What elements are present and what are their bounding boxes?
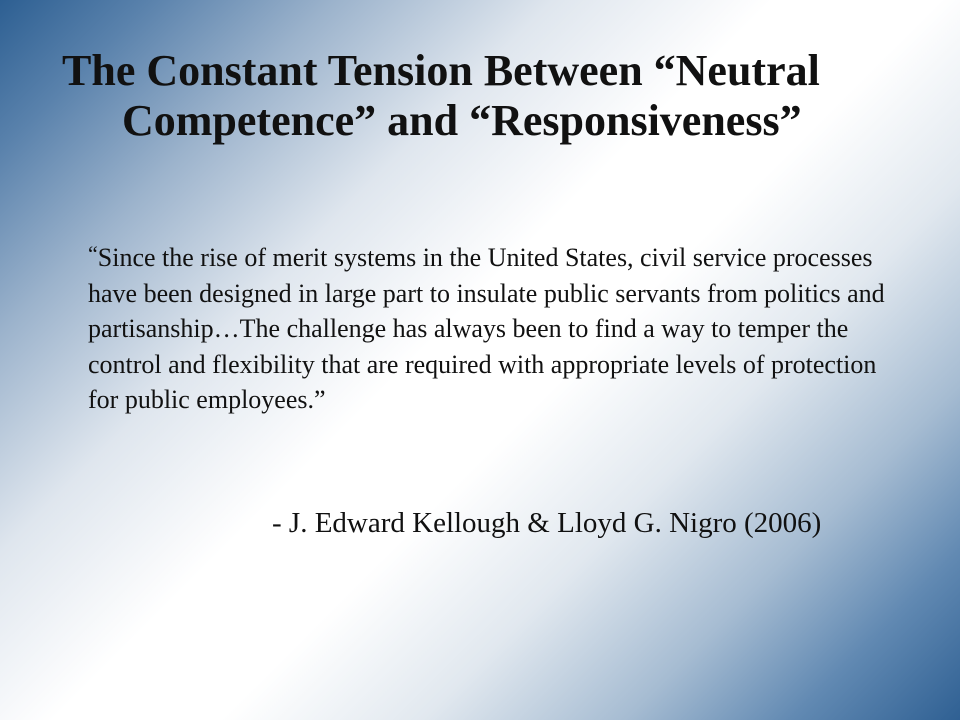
quote-text: Since the rise of merit systems in the United States, civil service processes have been designed in large part to insulate public servants from politics and partisanship…The challenge has always been to find a way to temper the control and flexibility that are required with appropriate levels of protection for public employees.” (88, 243, 885, 414)
quote-block (88, 240, 908, 418)
quote-attribution: - J. Edward Kellough & Lloyd G. Nigro (2006) (272, 507, 822, 539)
quote-open-mark: “ (88, 241, 98, 266)
slide-title-line-2: Competence” and “Responsiveness” (122, 96, 802, 145)
slide-title (62, 46, 922, 146)
slide-title-line-1: The Constant Tension Between “Neutral (62, 46, 820, 95)
